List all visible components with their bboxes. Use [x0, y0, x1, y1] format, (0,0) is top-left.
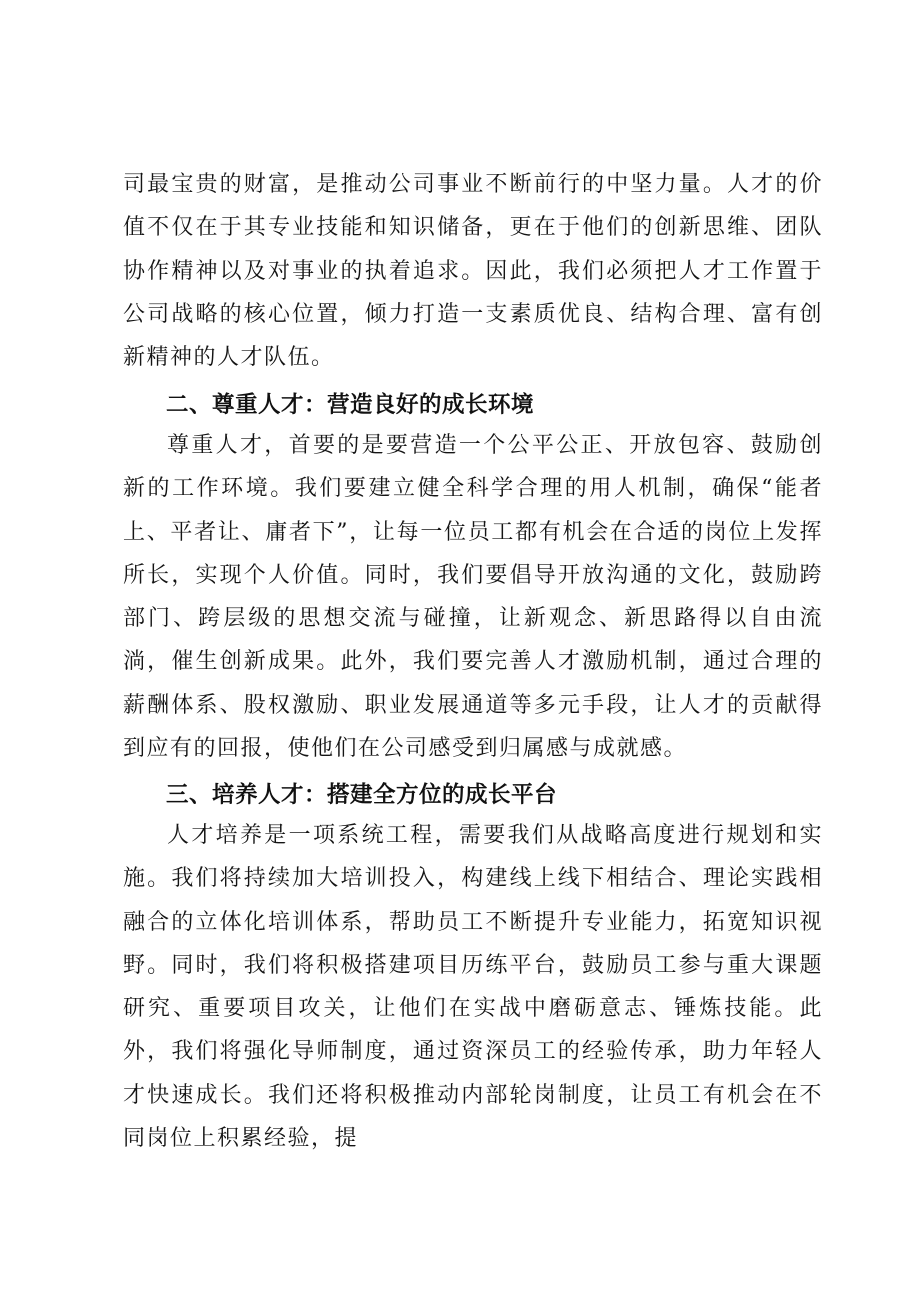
paragraph-cultivate-talent: 人才培养是一项系统工程，需要我们从战略高度进行规划和实施。我们将持续加大培训投入，构建线上线下相结合、理论实践相融合的立体化培训体系，帮助员工不断提升专业能力，拓宽知识视野。同时，我们将积极搭建项目历练平台，鼓励员工参与重大课题研究、重要项目攻关，让他们在实战中磨砺意志、锤炼技能。此外，我们将强化导师制度，通过资深员工的经验传承，助力年轻人才快速成长。我们还将积极推动内部轮岗制度，让员工有机会在不同岗位上积累经验，提: [123, 823, 823, 1152]
section-heading-respect-talent: 二、尊重人才：营造良好的成长环境: [166, 392, 535, 418]
section-heading-cultivate-talent: 三、培养人才：搭建全方位的成长平台: [166, 782, 558, 808]
paragraph-talent-value: 司最宝贵的财富，是推动公司事业不断前行的中坚力量。人才的价值不仅在于其专业技能和知识储备，更在于他们的创新思维、团队协作精神以及对事业的执着追求。因此，我们必须把人才工作置于公司战略的核心位置，倾力打造一支素质优良、结构合理、富有创新精神的人才队伍。: [123, 172, 823, 371]
paragraph-respect-talent: 尊重人才，首要的是要营造一个公平公正、开放包容、鼓励创新的工作环境。我们要建立健全科学合理的用人机制，确保“能者上、平者让、庸者下”，让每一位员工都有机会在合适的岗位上发挥所长，实现个人价值。同时，我们要倡导开放沟通的文化，鼓励跨部门、跨层级的思想交流与碰撞，让新观念、新思路得以自由流淌，催生创新成果。此外，我们要完善人才激励机制，通过合理的薪酬体系、股权激励、职业发展通道等多元手段，让人才的贡献得到应有的回报，使他们在公司感受到归属感与成就感。: [123, 433, 823, 762]
